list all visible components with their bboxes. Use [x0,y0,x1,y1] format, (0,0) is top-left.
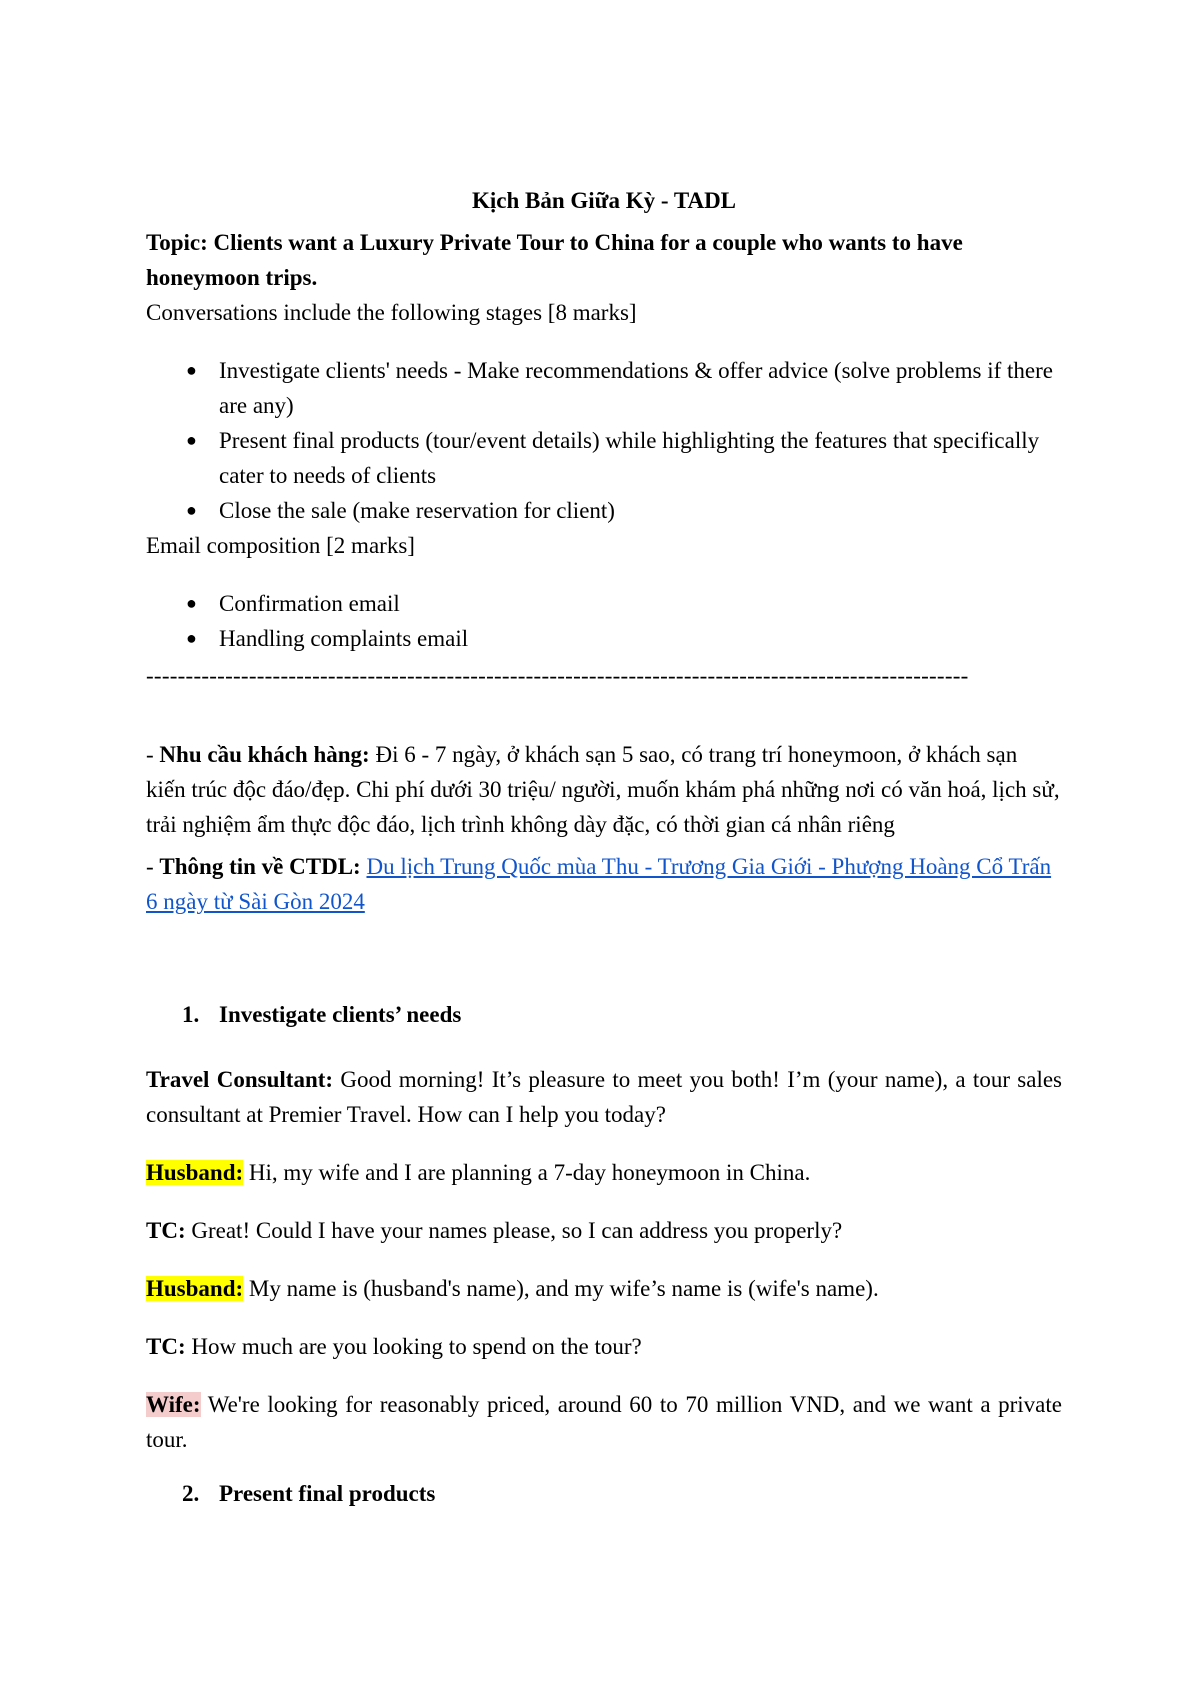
emails-list [146,586,1062,656]
bullet-icon: ● [186,360,197,380]
list-item: ● Confirmation email [146,586,1062,621]
list-item: ● Handling complaints email [146,621,1062,656]
section-heading-investigate: 1. Investigate clients’ needs [182,1002,462,1027]
topic-text: Topic: Clients want a Luxury Private Tour to China for a couple who wants to have honeymoon trips. [146,230,963,290]
bullet-icon: ● [186,430,197,450]
stages-list [146,353,1062,528]
speaker-label: Husband: [146,1276,244,1301]
speaker-label: TC: [146,1218,186,1243]
speaker-label: TC: [146,1334,186,1359]
list-item: ● Investigate clients' needs - Make recommendations & offer advice (solve problems if there are any) [146,353,1062,423]
speaker-label: Wife: [146,1392,201,1417]
tour-info-label: Thông tin về CTDL: [159,854,361,879]
section-heading-present: 2. Present final products [182,1481,436,1506]
dialog [146,1062,1062,1457]
dialog-line: Husband: My name is (husband's name), and my wife’s name is (wife's name). [146,1276,879,1301]
client-needs: - Nhu cầu khách hàng: Đi 6 - 7 ngày, ở khách sạn 5 sao, có trang trí honeymoon, ở khách sạn kiến trúc độc đáo/đẹp. Chi phí dưới 30 triệu/ người, muốn khám phá những nơi có văn hoá, lịch sử, trải nghiệm ẩm thực độc đáo, lịch trình không dày đặc, có thời gian cá nhân riêng [146,742,1060,837]
bullet-icon: ● [186,628,197,648]
client-needs-label: Nhu cầu khách hàng: [159,742,370,767]
list-item: ● Present final products (tour/event details) while highlighting the features that specifically cater to needs of clients [146,423,1062,493]
stages-intro: Conversations include the following stages [8 marks] [146,300,637,325]
speaker-label: Travel Consultant: [146,1067,334,1092]
dialog-line: TC: How much are you looking to spend on the tour? [146,1334,642,1359]
email-intro: Email composition [2 marks] [146,533,415,558]
speaker-label: Husband: [146,1160,244,1185]
dialog-line: TC: Great! Could I have your names please, so I can address you properly? [146,1218,843,1243]
dialog-line: Wife: We're looking for reasonably priced, around 60 to 70 million VND, and we want a private tour. [146,1392,1062,1452]
bullet-icon: ● [186,500,197,520]
document-page [146,183,1062,1511]
tour-info-link[interactable]: Du lịch Trung Quốc mùa Thu - Trương Gia Giới - Phượng Hoàng Cổ Trấn 6 ngày từ Sài Gòn 2024 [146,854,1052,914]
separator-line: -------------------------------------------------------------------------------------------------------- [146,663,969,688]
dialog-line: Husband: Hi, my wife and I are planning a 7-day honeymoon in China. [146,1160,811,1185]
document-title: Kịch Bản Giữa Kỳ - TADL [471,188,737,213]
dialog-line: Travel Consultant: Good morning! It’s pleasure to meet you both! I’m (your name), a tour sales consultant at Premier Travel. How can I help you today? [146,1067,1062,1127]
bullet-icon: ● [186,593,197,613]
client-needs-text: Đi 6 - 7 ngày, ở khách sạn 5 sao, có trang trí honeymoon, ở khách sạn kiến trúc độc đáo/đẹp. Chi phí dưới 30 triệu/ người, muốn khám phá những nơi có văn hoá, lịch sử, trải nghiệm ẩm thực độc đáo, lịch trình không dày đặc, có thời gian cá nhân riêng [146,742,1060,837]
list-item: ● Close the sale (make reservation for client) [146,493,1062,528]
tour-info: - Thông tin về CTDL: Du lịch Trung Quốc mùa Thu - Trương Gia Giới - Phượng Hoàng Cổ Trấn 6 ngày từ Sài Gòn 2024 [146,854,1052,914]
